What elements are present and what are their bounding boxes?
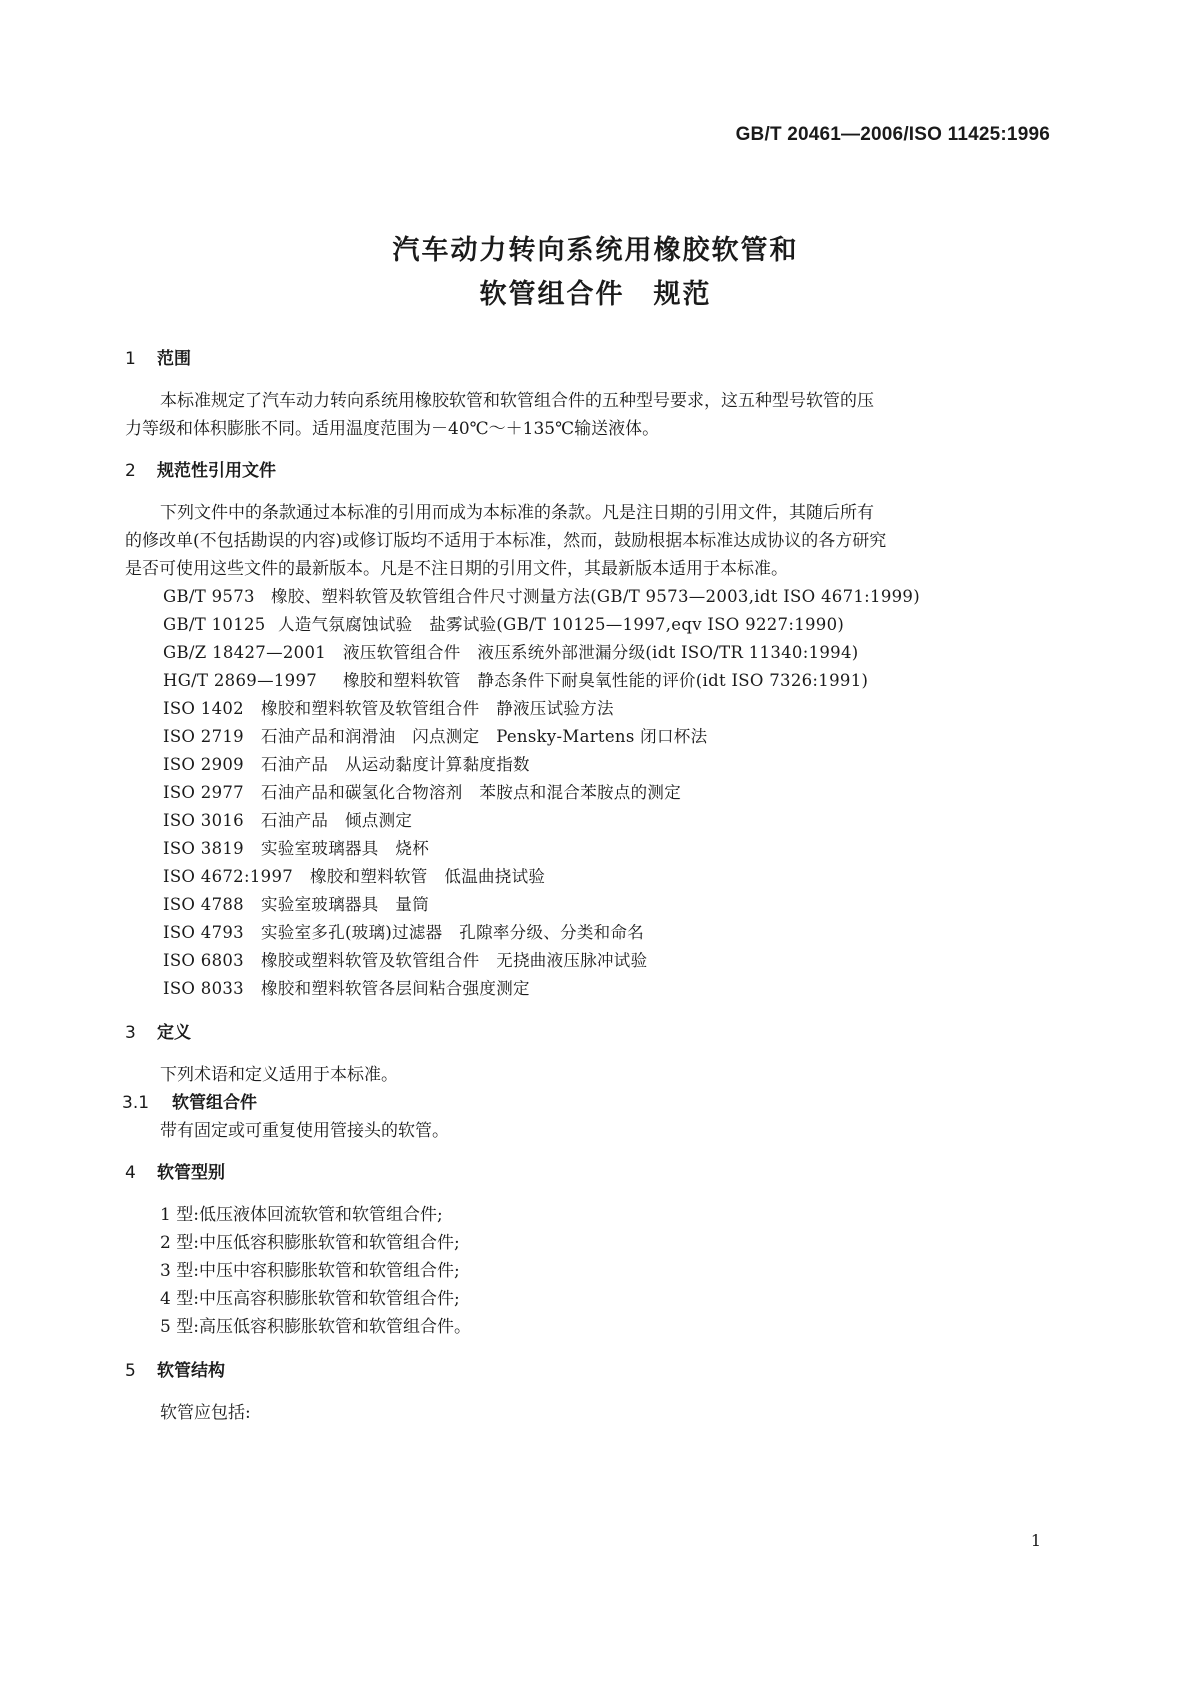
section-2-paragraph-line-1: 下列文件中的条款通过本标准的引用而成为本标准的条款。凡是注日期的引用文件，其随后所有 bbox=[160, 503, 874, 523]
hose-type-item: 4 型:中压高容积膨胀软管和软管组合件; bbox=[160, 1289, 460, 1309]
reference-item bbox=[163, 611, 844, 635]
reference-item bbox=[163, 723, 707, 747]
document-title-line-2: 软管组合件 规范 bbox=[479, 279, 712, 310]
reference-title: 橡胶、塑料软管及软管组合件尺寸测量方法(GB/T 9573—2003,idt ISO 4671:1999) bbox=[271, 587, 920, 606]
subsection-3-1-paragraph: 带有固定或可重复使用管接头的软管。 bbox=[160, 1121, 449, 1141]
reference-title: 橡胶和塑料软管及软管组合件 静液压试验方法 bbox=[261, 699, 614, 718]
reference-item bbox=[163, 863, 545, 887]
hose-type-item: 1 型:低压液体回流软管和软管组合件; bbox=[160, 1205, 443, 1225]
reference-title: 实验室玻璃器具 量筒 bbox=[261, 895, 429, 914]
hose-type-item: 5 型:高压低容积膨胀软管和软管组合件。 bbox=[160, 1317, 471, 1337]
section-title: 软管型别 bbox=[157, 1163, 225, 1183]
subsection-title: 软管组合件 bbox=[172, 1093, 257, 1113]
reference-title: 石油产品和润滑油 闪点测定 Pensky-Martens 闭口杯法 bbox=[261, 727, 708, 746]
section-5-paragraph: 软管应包括: bbox=[160, 1403, 251, 1423]
section-title: 定义 bbox=[157, 1023, 191, 1043]
reference-code: ISO 2909 bbox=[163, 755, 244, 774]
reference-code: HG/T 2869—1997 bbox=[163, 671, 318, 690]
reference-item bbox=[163, 751, 530, 775]
reference-title: 石油产品 倾点测定 bbox=[261, 811, 413, 830]
reference-title: 橡胶和塑料软管各层间粘合强度测定 bbox=[261, 979, 530, 998]
section-5-heading bbox=[125, 1356, 225, 1381]
section-number: 3 bbox=[125, 1023, 136, 1043]
reference-code: GB/T 9573 bbox=[163, 587, 255, 606]
section-number: 5 bbox=[125, 1361, 136, 1381]
document-title-line-1: 汽车动力转向系统用橡胶软管和 bbox=[392, 235, 799, 266]
reference-code: GB/Z 18427—2001 bbox=[163, 643, 327, 662]
reference-code: ISO 1402 bbox=[163, 699, 244, 718]
reference-title: 橡胶和塑料软管 低温曲挠试验 bbox=[310, 867, 546, 886]
reference-title: 实验室玻璃器具 烧杯 bbox=[261, 839, 429, 858]
section-1-paragraph-line-2: 力等级和体积膨胀不同。适用温度范围为－40℃～＋135℃输送液体。 bbox=[125, 419, 660, 439]
section-2-paragraph-line-3: 是否可使用这些文件的最新版本。凡是不注日期的引用文件，其最新版本适用于本标准。 bbox=[125, 559, 788, 579]
reference-code: ISO 4672:1997 bbox=[163, 867, 294, 886]
reference-title: 石油产品 从运动黏度计算黏度指数 bbox=[261, 755, 530, 774]
section-title: 范围 bbox=[157, 349, 191, 369]
section-3-heading bbox=[125, 1018, 191, 1043]
reference-code: ISO 8033 bbox=[163, 979, 244, 998]
section-2-paragraph-line-2: 的修改单(不包括勘误的内容)或修订版均不适用于本标准，然而，鼓励根据本标准达成协议的各方研究 bbox=[125, 531, 887, 551]
page-number: 1 bbox=[1030, 1531, 1041, 1550]
section-number: 2 bbox=[125, 461, 136, 481]
section-2-heading bbox=[125, 456, 276, 481]
reference-title: 橡胶和塑料软管 静态条件下耐臭氧性能的评价(idt ISO 7326:1991) bbox=[343, 671, 869, 690]
reference-item bbox=[163, 891, 429, 915]
reference-item bbox=[163, 583, 920, 607]
subsection-3-1-heading bbox=[122, 1088, 257, 1113]
section-1-heading bbox=[125, 344, 191, 369]
reference-code: ISO 2719 bbox=[163, 727, 244, 746]
reference-item bbox=[163, 639, 859, 663]
reference-title: 石油产品和碳氢化合物溶剂 苯胺点和混合苯胺点的测定 bbox=[261, 783, 681, 802]
section-number: 1 bbox=[125, 349, 136, 369]
reference-code: ISO 2977 bbox=[163, 783, 244, 802]
reference-title: 实验室多孔(玻璃)过滤器 孔隙率分级、分类和命名 bbox=[261, 923, 645, 942]
reference-item bbox=[163, 975, 530, 999]
reference-code: ISO 6803 bbox=[163, 951, 244, 970]
section-title: 软管结构 bbox=[157, 1361, 225, 1381]
reference-item bbox=[163, 919, 644, 943]
reference-code: ISO 3819 bbox=[163, 839, 244, 858]
reference-item bbox=[163, 835, 429, 859]
reference-code: GB/T 10125 bbox=[163, 615, 266, 634]
reference-title: 液压软管组合件 液压系统外部泄漏分级(idt ISO/TR 11340:1994) bbox=[343, 643, 859, 662]
reference-code: ISO 4788 bbox=[163, 895, 244, 914]
hose-type-item: 2 型:中压低容积膨胀软管和软管组合件; bbox=[160, 1233, 460, 1253]
reference-item bbox=[163, 667, 868, 691]
reference-item bbox=[163, 947, 647, 971]
reference-title: 橡胶或塑料软管及软管组合件 无挠曲液压脉冲试验 bbox=[261, 951, 648, 970]
hose-type-item: 3 型:中压中容积膨胀软管和软管组合件; bbox=[160, 1261, 460, 1281]
reference-code: ISO 4793 bbox=[163, 923, 244, 942]
reference-title: 人造气氛腐蚀试验 盐雾试验(GB/T 10125—1997,eqv ISO 9227:1990) bbox=[278, 615, 845, 634]
reference-item bbox=[163, 807, 412, 831]
standard-code: GB/T 20461—2006/ISO 11425:1996 bbox=[735, 124, 1050, 145]
section-1-paragraph-line-1: 本标准规定了汽车动力转向系统用橡胶软管和软管组合件的五种型号要求，这五种型号软管的压 bbox=[160, 391, 874, 411]
reference-code: ISO 3016 bbox=[163, 811, 244, 830]
section-3-paragraph: 下列术语和定义适用于本标准。 bbox=[160, 1065, 398, 1085]
reference-item bbox=[163, 779, 681, 803]
subsection-number: 3.1 bbox=[122, 1093, 150, 1113]
section-title: 规范性引用文件 bbox=[157, 461, 276, 481]
section-4-heading bbox=[125, 1158, 225, 1183]
section-number: 4 bbox=[125, 1163, 136, 1183]
reference-item bbox=[163, 695, 614, 719]
